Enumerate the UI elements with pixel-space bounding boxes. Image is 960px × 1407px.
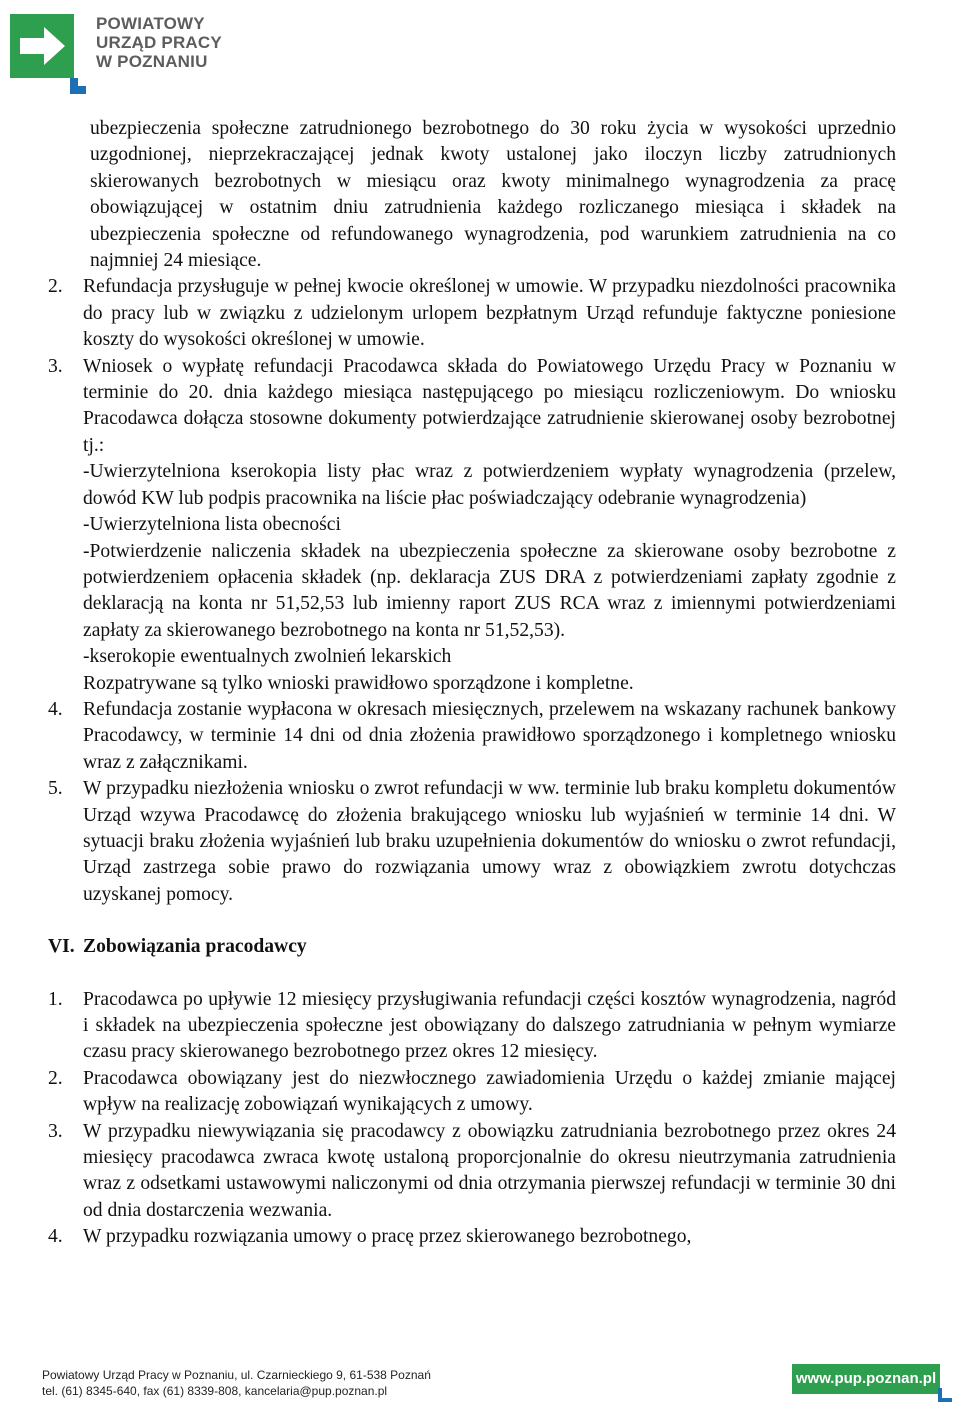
list-item: [48, 354, 896, 697]
logo-arrow-icon: [10, 14, 90, 94]
page-footer: [42, 1367, 431, 1399]
section-number: VI.: [48, 936, 75, 958]
intro-paragraph: ubezpieczenia społeczne zatrudnionego bezrobotnego do 30 roku życia w wysokości uprzednio uzgodnionej, nieprzekraczającej jednak kwoty ustalonej jako iloczyn liczby zatrudnionych skierowanych bezrobotnych w miesiącu oraz kwoty minimalnego wynagrodzenia za pracę obowiązującej w ostatnim dniu zatrudnienia każdego rozliczanego miesiąca i składek na ubezpieczenia społeczne od refundowanego wynagrodzenia, pod warunkiem zatrudnienia na co najmniej 24 miesiące.: [90, 118, 896, 272]
item-number: 2.: [48, 276, 63, 298]
item-paragraph: Refundacja przysługuje w pełnej kwocie określonej w umowie. W przypadku niezdolności pracownika do pracy lub w związku z udzielonym urlopem bezpłatnym Urząd refunduje faktyczne poniesione koszty do wysokości określonej w umowie.: [83, 276, 896, 351]
section-heading: [48, 934, 896, 960]
website-link[interactable]: www.pup.poznan.pl: [792, 1364, 940, 1394]
corner-accent-icon: [938, 1388, 952, 1402]
footer-address: Powiatowy Urząd Pracy w Poznaniu, ul. Czarnieckiego 9, 61-538 Poznań: [42, 1368, 431, 1382]
item-paragraph: -Uwierzytelniona lista obecności: [83, 514, 341, 536]
item-paragraph: -Uwierzytelniona kserokopia listy płac wraz z potwierdzeniem wypłaty wynagrodzenia (przelew, dowód KW lub podpis pracownika na liście płac poświadczający odebranie wynagrodzenia): [83, 461, 896, 509]
item-paragraph: W przypadku niezłożenia wniosku o zwrot refundacji w ww. terminie lub braku kompletu dokumentów Urząd wzywa Pracodawcę do złożenia brakującego wniosku lub wyjaśnień w terminie 14 dni. W sytuacji braku złożenia wyjaśnień lub braku uzupełnienia dokumentów do wniosku o zwrot refundacji, Urząd zastrzega sobie prawo do rozwiązania umowy wraz z obowiązkiem zwrotu dotychczas uzyskanej pomocy.: [83, 778, 896, 905]
item-number: 4.: [48, 1226, 63, 1248]
item-paragraph: Rozpatrywane są tylko wnioski prawidłowo sporządzone i kompletne.: [83, 672, 634, 694]
list-item: [48, 1119, 896, 1225]
list-item: [48, 1224, 896, 1250]
item-paragraph: Wniosek o wypłatę refundacji Pracodawca składa do Powiatowego Urzędu Pracy w Poznaniu w terminie do 20. dnia każdego miesiąca następującego po miesiącu rozliczeniowym. Do wniosku Pracodawca dołącza stosowne dokumenty potwierdzające zatrudnienie skierowanej osoby bezrobotnej tj.:: [83, 355, 896, 456]
logo-line: POWIATOWY: [96, 14, 205, 33]
item-paragraph: W przypadku rozwiązania umowy o pracę przez skierowanego bezrobotnego,: [83, 1226, 692, 1248]
footer-contact: tel. (61) 8345-640, fax (61) 8339-808, kancelaria@pup.poznan.pl: [42, 1384, 388, 1398]
item-number: 1.: [48, 988, 63, 1010]
logo-line: W POZNANIU: [96, 52, 208, 71]
page-header: [10, 10, 270, 100]
item-paragraph: Refundacja zostanie wypłacona w okresach miesięcznych, przelewem na wskazany rachunek bankowy Pracodawcy, w terminie 14 dni od dnia złożenia prawidłowo sporządzonego i kompletnego wniosku wraz z załącznikami.: [83, 698, 896, 773]
list-item: [48, 776, 896, 908]
document-body: [48, 116, 896, 1251]
item-paragraph: -kserokopie ewentualnych zwolnień lekarskich: [83, 646, 452, 668]
section-title: Zobowiązania pracodawcy: [83, 936, 307, 958]
list-item: [48, 697, 896, 776]
item-number: 5.: [48, 778, 63, 800]
list-item: [48, 1066, 896, 1119]
logo-text: [96, 14, 222, 71]
item-number: 4.: [48, 698, 63, 720]
list-item: [48, 987, 896, 1066]
item-paragraph: Pracodawca obowiązany jest do niezwłocznego zawiadomienia Urzędu o każdej zmianie mającej wpływ na realizację zobowiązań wynikających z umowy.: [83, 1067, 896, 1116]
item-paragraph: Pracodawca po upływie 12 miesięcy przysługiwania refundacji części kosztów wynagrodzenia, nagród i składek na ubezpieczenia społeczne jest obowiązany do dalszego zatrudniania w pełnym wymiarze czasu pracy skierowanego bezrobotnego przez okres 12 miesięcy.: [83, 988, 896, 1063]
item-number: 3.: [48, 355, 63, 377]
logo-line: URZĄD PRACY: [96, 33, 222, 52]
item-number: 3.: [48, 1120, 63, 1142]
list-item: [48, 274, 896, 353]
item-number: 2.: [48, 1067, 63, 1089]
item-paragraph: -Potwierdzenie naliczenia składek na ubezpieczenia społeczne za skierowane osoby bezrobotne z potwierdzeniem opłacenia składek (np. deklaracja ZUS DRA z potwierdzeniami zapłaty zgodnie z deklaracją na konta nr 51,52,53 lub imienny raport ZUS RCA wraz z imiennymi potwierdzeniami zapłaty za skierowanego bezrobotnego na konta nr 51,52,53).: [83, 540, 896, 641]
item-paragraph: W przypadku niewywiązania się pracodawcy z obowiązku zatrudniania bezrobotnego przez okres 24 miesięcy pracodawca zwraca kwotę ustaloną proporcjonalnie do okresu nieutrzymania zatrudnienia wraz z odsetkami ustawowymi naliczonymi od dnia otrzymania pierwszej refundacji w terminie 30 dni od dnia dostarczenia wezwania.: [83, 1120, 896, 1221]
